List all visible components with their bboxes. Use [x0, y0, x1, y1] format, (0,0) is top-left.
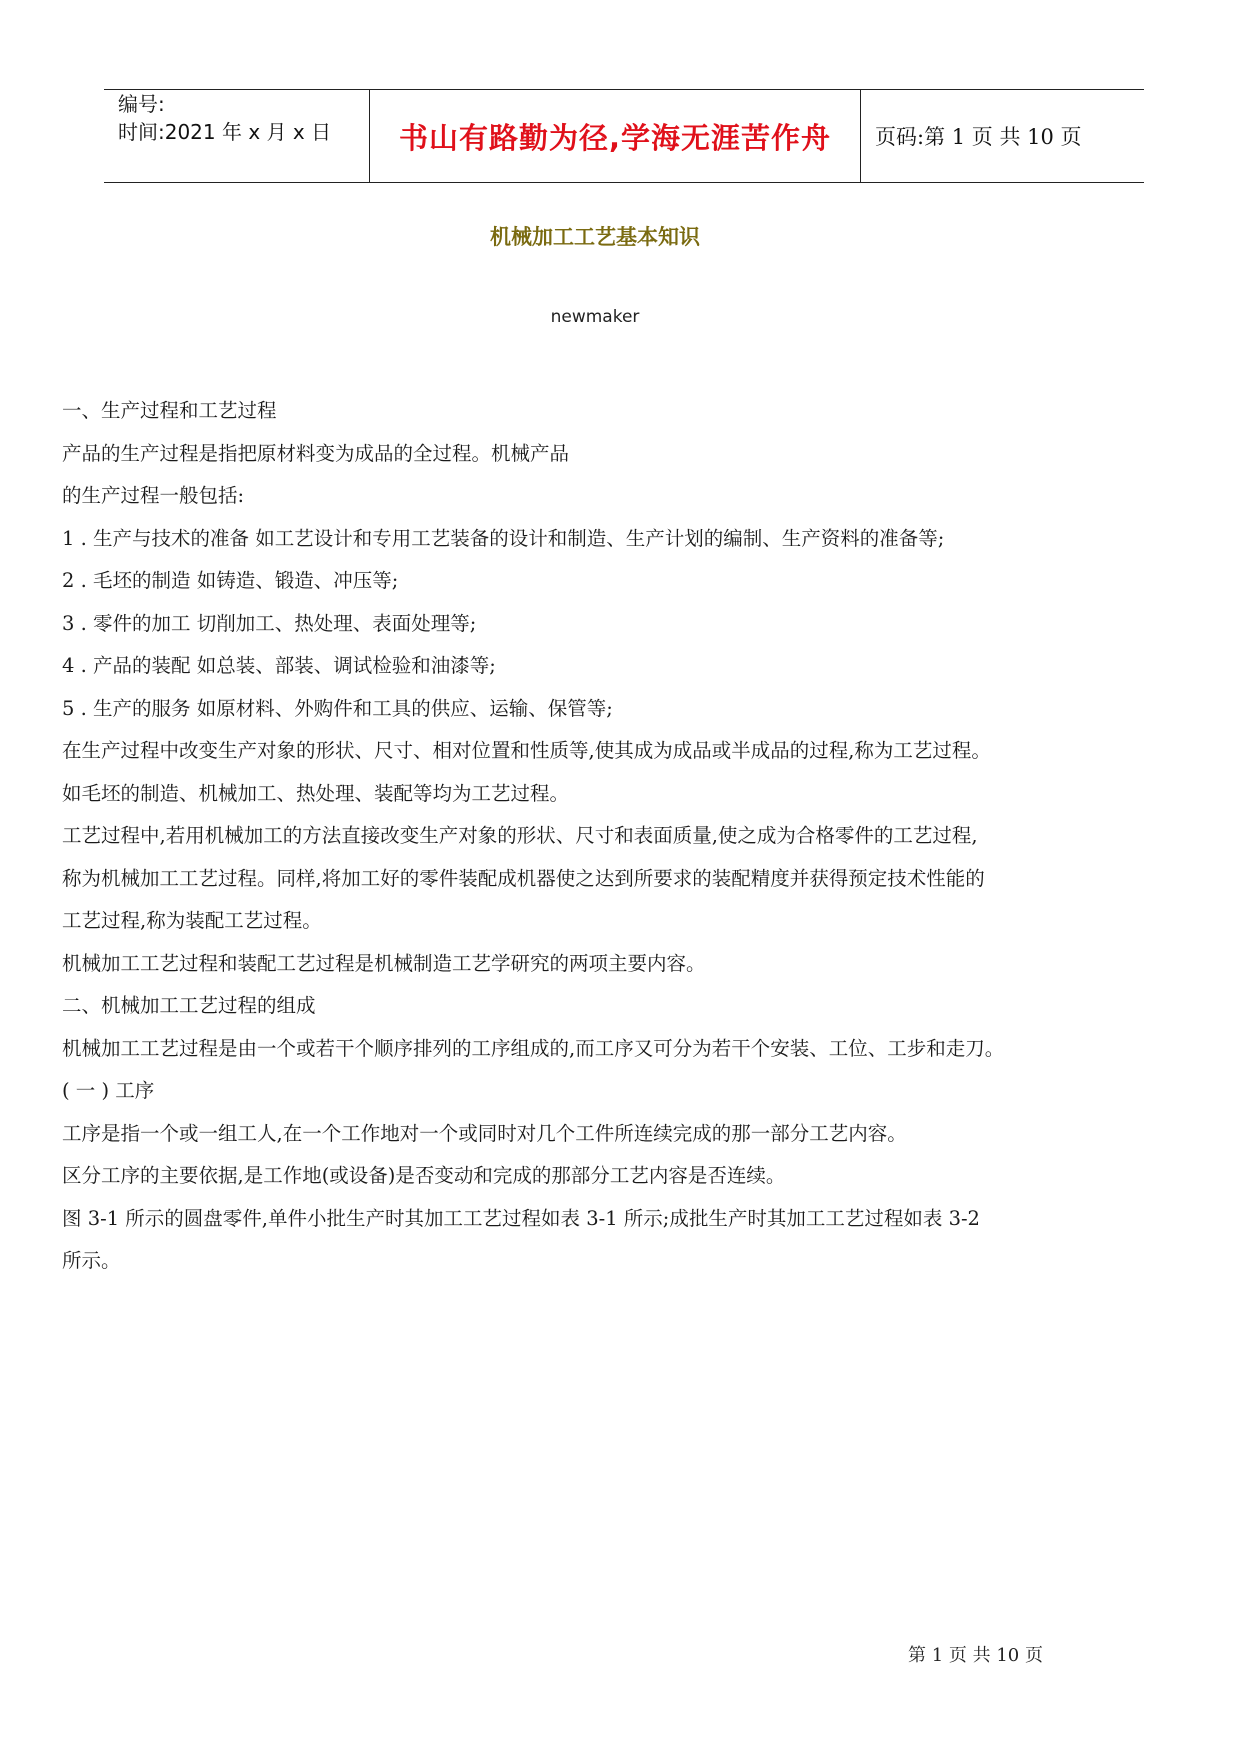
document-number-label: 编号: [118, 92, 165, 116]
list-item: 1 . 生产与技术的准备 如工艺设计和专用工艺装备的设计和制造、生产计划的编制、生产资料的准备等; [62, 526, 945, 550]
paragraph: 区分工序的主要依据,是工作地(或设备)是否变动和完成的那部分工艺内容是否连续。 [62, 1164, 786, 1187]
paragraph: 工艺过程,称为装配工艺过程。 [62, 909, 322, 932]
paragraph: 工序是指一个或一组工人,在一个工作地对一个或同时对几个工件所连续完成的那一部分工艺内容。 [62, 1121, 907, 1145]
paragraph: 称为机械加工工艺过程。同样,将加工好的零件装配成机器使之达到所要求的装配精度并获得预定技术性能的 [62, 866, 985, 890]
paragraph: 图 3-1 所示的圆盘零件,单件小批生产时其加工工艺过程如表 3-1 所示;成批生产时其加工工艺过程如表 3-2 [62, 1206, 980, 1230]
paragraph: 机械加工工艺过程是由一个或若干个顺序排列的工序组成的,而工序又可分为若干个安装、工位、工步和走刀。 [62, 1036, 1005, 1060]
document-author: newmaker [550, 307, 640, 327]
paragraph: 的生产过程一般包括: [62, 484, 245, 507]
section-heading: 一、生产过程和工艺过程 [62, 399, 277, 422]
section-heading: 二、机械加工工艺过程的组成 [62, 994, 316, 1017]
paragraph: 工艺过程中,若用机械加工的方法直接改变生产对象的形状、尺寸和表面质量,使之成为合格零件的工艺过程, [62, 824, 978, 847]
document-body [62, 390, 1142, 1283]
paragraph: 机械加工工艺过程和装配工艺过程是机械制造工艺学研究的两项主要内容。 [62, 951, 706, 975]
list-item: 4 . 产品的装配 如总装、部装、调试检验和油漆等; [62, 654, 496, 677]
header-page-code: 页码:第 1 页 共 10 页 [875, 125, 1082, 149]
list-item: 5 . 生产的服务 如原材料、外购件和工具的供应、运输、保管等; [62, 696, 613, 720]
list-item: 3 . 零件的加工 切削加工、热处理、表面处理等; [62, 611, 477, 635]
document-title: 机械加工工艺基本知识 [490, 225, 700, 249]
header-left-cell [104, 90, 369, 182]
subsection-heading: ( 一 ) 工序 [62, 1079, 155, 1102]
document-header [104, 89, 1144, 183]
header-motto: 书山有路勤为径,学海无涯苦作舟 [398, 120, 832, 155]
header-right-cell [861, 90, 1144, 182]
document-date: 时间:2021 年 x 月 x 日 [118, 120, 332, 144]
header-middle-cell [369, 90, 861, 182]
paragraph: 所示。 [62, 1249, 121, 1272]
page-footer: 第 1 页 共 10 页 [908, 1645, 1043, 1666]
paragraph: 如毛坯的制造、机械加工、热处理、装配等均为工艺过程。 [62, 781, 570, 805]
list-item: 2 . 毛坯的制造 如铸造、锻造、冲压等; [62, 569, 399, 592]
paragraph: 在生产过程中改变生产对象的形状、尺寸、相对位置和性质等,使其成为成品或半成品的过程,称为工艺过程。 [62, 739, 991, 762]
paragraph: 产品的生产过程是指把原材料变为成品的全过程。机械产品 [62, 441, 570, 465]
